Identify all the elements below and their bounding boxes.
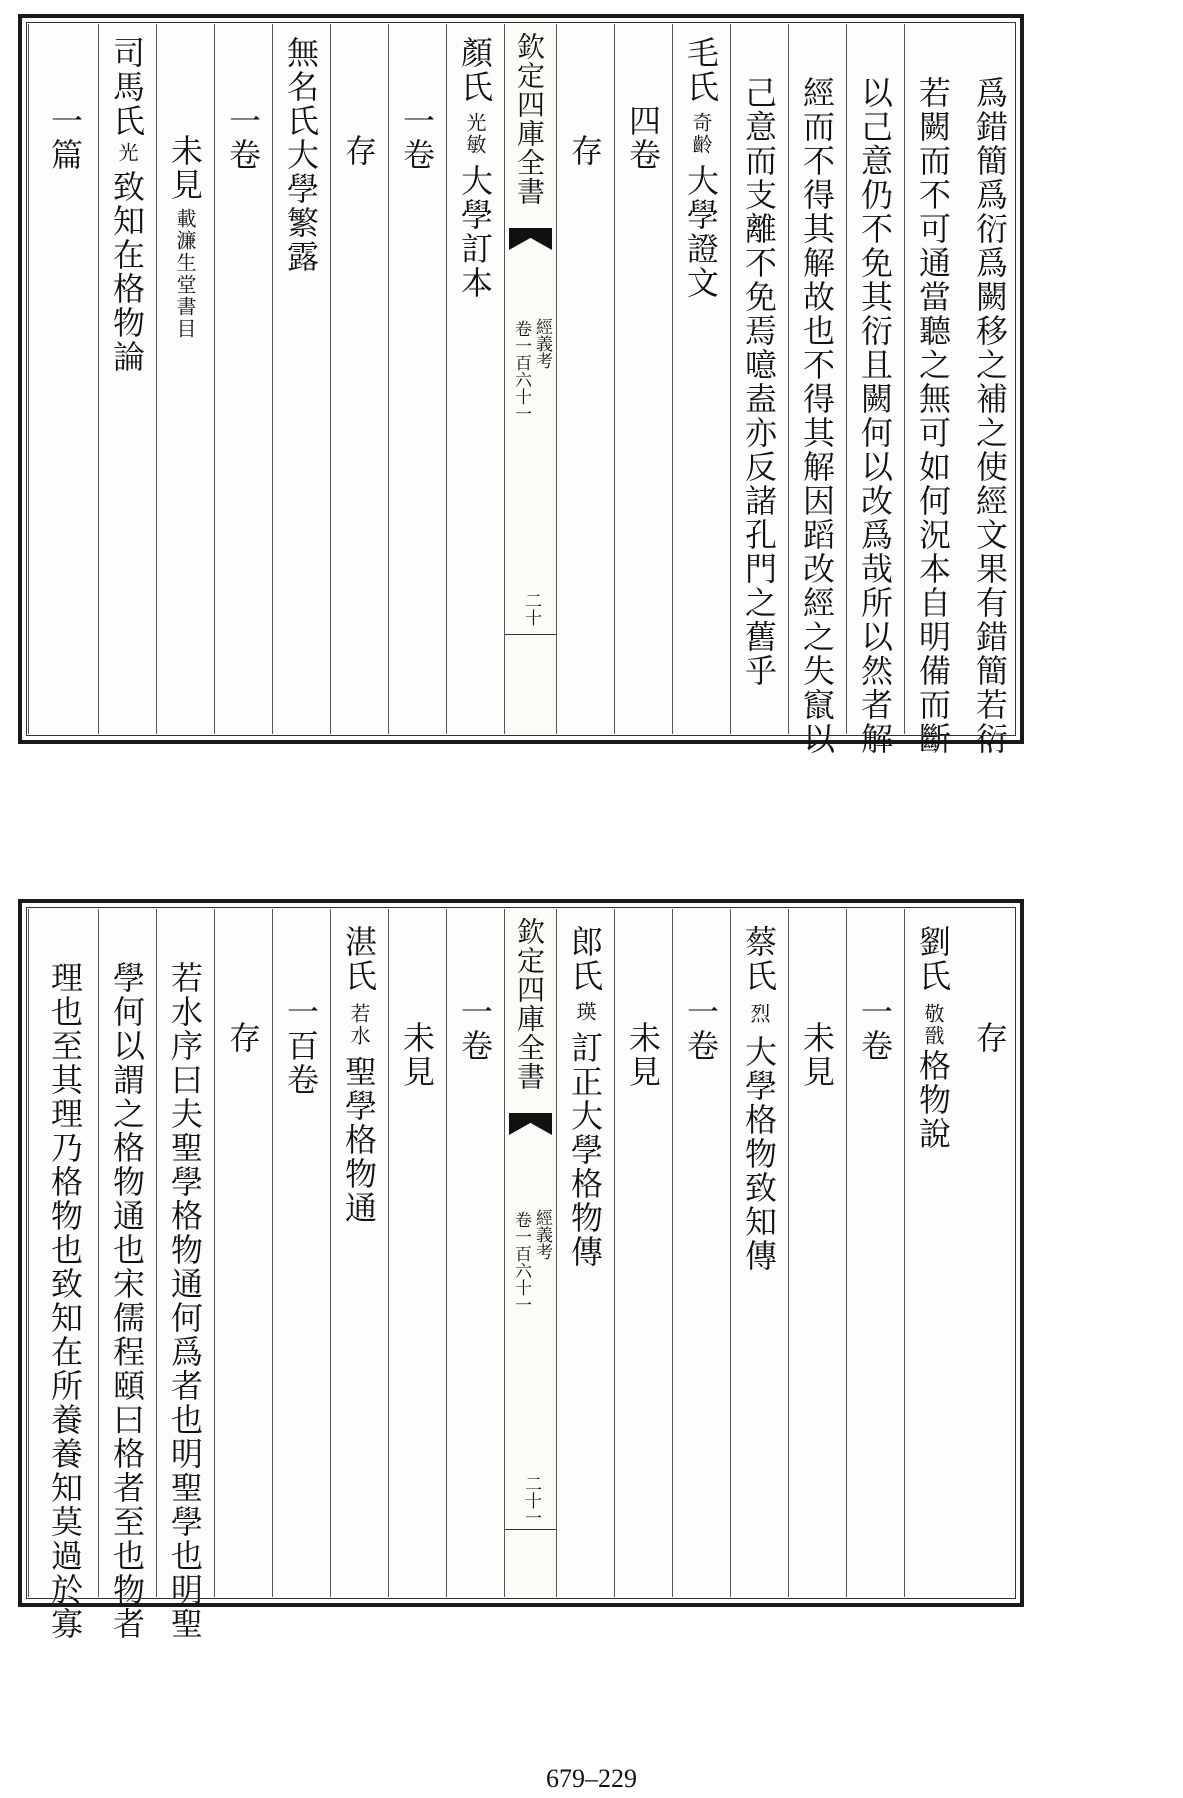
text-column bbox=[156, 24, 214, 734]
text-column bbox=[962, 24, 1020, 756]
status-text: 存 bbox=[224, 1021, 262, 1055]
author-given-name: 瑛 bbox=[573, 1001, 597, 1023]
text-column bbox=[388, 24, 446, 734]
text-column bbox=[672, 24, 730, 734]
volume-count: 一篇 bbox=[46, 104, 84, 172]
text-column bbox=[156, 909, 214, 1641]
text-column bbox=[330, 24, 388, 734]
column-text: 若水序曰夫聖學格物通何爲者也明聖學也明聖 bbox=[166, 961, 204, 1641]
work-title: 無名氏大學繁露 bbox=[282, 36, 320, 274]
author-given-name: 光敏 bbox=[463, 112, 487, 156]
banner-book-title: 經義考 bbox=[532, 1209, 552, 1260]
text-column bbox=[846, 909, 904, 1597]
status-text: 未見 bbox=[398, 1021, 436, 1089]
status-text: 存 bbox=[971, 1021, 1009, 1055]
text-column bbox=[904, 24, 962, 756]
text-column bbox=[788, 24, 846, 756]
volume-count: 一卷 bbox=[856, 995, 894, 1063]
fish-tail-icon bbox=[509, 228, 552, 250]
column-text: 若闕而不可通當聽之無可如何況本自明備而斷 bbox=[914, 76, 952, 756]
text-column bbox=[28, 24, 98, 734]
text-column bbox=[788, 909, 846, 1597]
text-column bbox=[98, 24, 156, 734]
bottom-page-frame bbox=[18, 899, 1024, 1641]
column-text: 理也至其理乃格物也致知在所養養知莫過於寡 bbox=[46, 961, 84, 1641]
banner-divider bbox=[505, 634, 556, 635]
banner-title: 欽定四庫全書 bbox=[513, 917, 546, 1091]
banner-volume: 卷一百六十一 bbox=[511, 320, 531, 422]
volume-count: 一卷 bbox=[456, 995, 494, 1063]
column-text: 學何以謂之格物通也宋儒程頤曰格者至也物者 bbox=[108, 961, 146, 1641]
column-text: 爲錯簡爲衍爲闕移之補之使經文果有錯簡若衍 bbox=[971, 76, 1009, 756]
text-column bbox=[28, 909, 98, 1641]
text-column bbox=[388, 909, 446, 1597]
banner-page-number: 二十一 bbox=[521, 1475, 541, 1526]
column-text: 以己意仍不免其衍且闕何以改爲哉所以然者解 bbox=[856, 76, 894, 756]
text-column bbox=[446, 909, 504, 1597]
author-name: 郎氏 bbox=[566, 925, 604, 993]
page-number: 679–229 bbox=[546, 1764, 637, 1793]
text-column bbox=[214, 909, 272, 1597]
fish-tail-icon bbox=[509, 1113, 552, 1135]
top-page-frame bbox=[18, 14, 1024, 756]
author-name: 湛氏 bbox=[340, 925, 378, 993]
text-column bbox=[272, 24, 330, 734]
work-title: 聖學格物通 bbox=[340, 1055, 378, 1225]
text-column bbox=[730, 24, 788, 734]
volume-count: 一卷 bbox=[224, 104, 262, 172]
banner-divider bbox=[505, 1529, 556, 1530]
text-column bbox=[614, 24, 672, 734]
text-column bbox=[272, 909, 330, 1597]
author-given-name: 烈 bbox=[747, 1003, 771, 1025]
text-column bbox=[904, 909, 962, 1597]
author-given-name: 奇齡 bbox=[689, 112, 713, 156]
author-given-name: 若水 bbox=[347, 1003, 371, 1047]
text-column bbox=[672, 909, 730, 1597]
source-note: 載濂生堂書目 bbox=[173, 208, 197, 340]
banner-column bbox=[504, 24, 556, 734]
volume-count: 一卷 bbox=[398, 104, 436, 172]
work-title: 致知在格物論 bbox=[108, 170, 146, 374]
text-column bbox=[556, 24, 614, 734]
banner-volume: 卷一百六十一 bbox=[511, 1211, 531, 1313]
banner-column bbox=[504, 909, 556, 1597]
volume-count: 一百卷 bbox=[282, 995, 320, 1097]
banner-title: 欽定四庫全書 bbox=[513, 32, 546, 206]
status-text: 存 bbox=[566, 134, 604, 168]
author-name: 劉氏 bbox=[914, 925, 952, 993]
text-column bbox=[98, 909, 156, 1641]
author-name: 司馬氏 bbox=[108, 36, 146, 138]
work-title: 訂正大學格物傳 bbox=[566, 1031, 604, 1269]
work-title: 大學證文 bbox=[682, 164, 720, 300]
text-column bbox=[962, 909, 1020, 1597]
status-text: 存 bbox=[340, 134, 378, 168]
status-text: 未見 bbox=[624, 1021, 662, 1089]
volume-count: 四卷 bbox=[624, 104, 662, 172]
text-column bbox=[846, 24, 904, 756]
status-text: 未見 bbox=[798, 1021, 836, 1089]
work-title: 大學格物致知傳 bbox=[740, 1035, 778, 1273]
column-text: 經而不得其解故也不得其解因蹈改經之失竄以 bbox=[798, 76, 836, 756]
text-column bbox=[556, 909, 614, 1597]
text-column bbox=[614, 909, 672, 1597]
status-text: 未見 bbox=[166, 134, 204, 202]
author-name: 顏氏 bbox=[456, 36, 494, 104]
work-title: 大學訂本 bbox=[456, 164, 494, 300]
banner-book-title: 經義考 bbox=[532, 318, 552, 369]
author-name: 毛氏 bbox=[682, 36, 720, 104]
work-title: 格物說 bbox=[914, 1049, 952, 1151]
bottom-page bbox=[0, 899, 1183, 1798]
text-column bbox=[730, 909, 788, 1597]
column-text: 己意而支離不免焉噫盍亦反諸孔門之舊乎 bbox=[740, 76, 778, 688]
banner-page-number: 二十 bbox=[521, 592, 541, 626]
volume-count: 一卷 bbox=[682, 995, 720, 1063]
text-column bbox=[446, 24, 504, 734]
author-given-name: 光 bbox=[115, 142, 139, 164]
text-column bbox=[330, 909, 388, 1597]
text-column bbox=[214, 24, 272, 734]
author-given-name: 敬戩 bbox=[921, 1003, 945, 1047]
author-name: 蔡氏 bbox=[740, 925, 778, 993]
